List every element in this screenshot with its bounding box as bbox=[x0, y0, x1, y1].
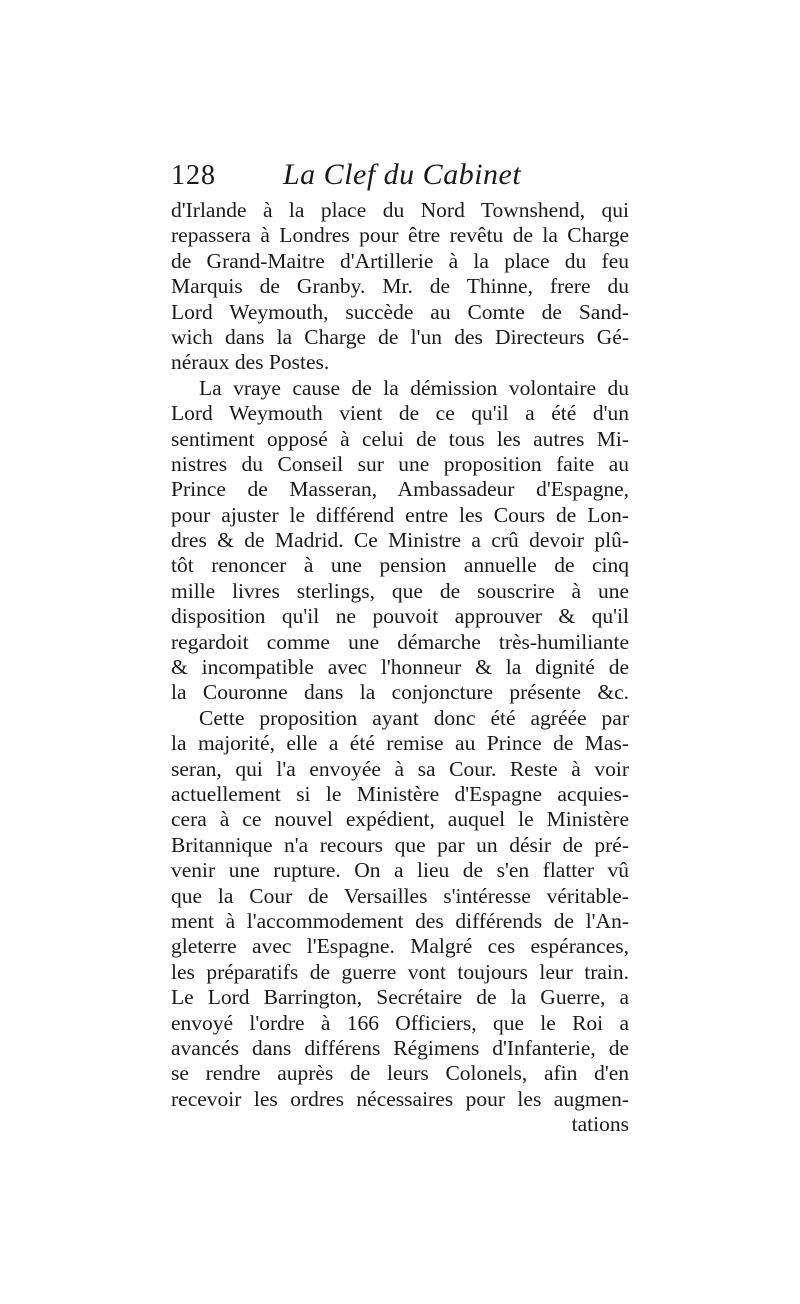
text-line: les préparatifs de guerre vont toujours leur train. bbox=[171, 959, 629, 984]
page-number: 128 bbox=[171, 160, 216, 191]
text-line: Lord Weymouth, succède au Comte de Sand- bbox=[171, 299, 629, 324]
text-line: La vraye cause de la démission volontaire du bbox=[199, 375, 629, 400]
text-line: actuellement si le Ministère d'Espagne acquies- bbox=[171, 781, 629, 806]
text-line: Britannique n'a recours que par un désir de pré- bbox=[171, 832, 629, 857]
text-line: repassera à Londres pour être revêtu de la Charge bbox=[171, 223, 629, 248]
text-line: Marquis de Granby. Mr. de Thinne, frere du bbox=[171, 274, 629, 299]
book-page bbox=[171, 150, 629, 1137]
text-line: venir une rupture. On a lieu de s'en flatter vû bbox=[171, 858, 629, 883]
text-line: la majorité, elle a été remise au Prince de Mas- bbox=[171, 731, 629, 756]
text-line: nistres du Conseil sur une proposition faite au bbox=[171, 451, 629, 476]
text-line: recevoir les ordres nécessaires pour les augmen- bbox=[171, 1086, 629, 1111]
body-text bbox=[171, 198, 629, 1137]
text-line: Lord Weymouth vient de ce qu'il a été d'un bbox=[171, 401, 629, 426]
text-line: pour ajuster le différend entre les Cours de Lon- bbox=[171, 502, 629, 527]
text-line: seran, qui l'a envoyée à sa Cour. Reste à voir bbox=[171, 756, 629, 781]
text-line: mille livres sterlings, que de souscrire à une bbox=[171, 578, 629, 603]
text-line: wich dans la Charge de l'un des Directeurs Gé- bbox=[171, 324, 629, 349]
text-line: néraux des Postes. bbox=[171, 350, 330, 375]
running-title: La Clef du Cabinet bbox=[283, 158, 522, 191]
text-line: disposition qu'il ne pouvoit approuver & qu'il bbox=[171, 604, 629, 629]
text-line: tôt renoncer à une pension annuelle de cinq bbox=[171, 553, 629, 578]
running-head bbox=[171, 150, 629, 198]
text-line: Cette proposition ayant donc été agréée par bbox=[199, 705, 629, 730]
text-line: avancés dans différens Régimens d'Infanterie, de bbox=[171, 1035, 629, 1060]
text-line: gleterre avec l'Espagne. Malgré ces espérances, bbox=[171, 934, 629, 959]
text-line: envoyé l'ordre à 166 Officiers, que le Roi a bbox=[171, 1010, 629, 1035]
text-line: & incompatible avec l'honneur & la dignité de bbox=[171, 655, 629, 680]
text-line: Prince de Masseran, Ambassadeur d'Espagne, bbox=[171, 477, 629, 502]
text-line: de Grand-Maitre d'Artillerie à la place du feu bbox=[171, 248, 629, 273]
text-line: Le Lord Barrington, Secrétaire de la Guerre, a bbox=[171, 985, 629, 1010]
text-line: d'Irlande à la place du Nord Townshend, qui bbox=[171, 198, 629, 222]
text-line: dres & de Madrid. Ce Ministre a crû devoir plû- bbox=[171, 528, 629, 553]
text-line: ment à l'accommodement des différends de l'An- bbox=[171, 908, 629, 933]
text-line: regardoit comme une démarche très-humiliante bbox=[171, 629, 629, 654]
text-line: sentiment opposé à celui de tous les autres Mi- bbox=[171, 426, 629, 451]
text-line: se rendre auprès de leurs Colonels, afin d'en bbox=[171, 1061, 629, 1086]
text-line: la Couronne dans la conjoncture présente &c. bbox=[171, 680, 629, 705]
text-line: cera à ce nouvel expédient, auquel le Ministère bbox=[171, 807, 629, 832]
catchword: tations bbox=[571, 1112, 629, 1137]
text-line: que la Cour de Versailles s'intéresse véritable- bbox=[171, 883, 629, 908]
